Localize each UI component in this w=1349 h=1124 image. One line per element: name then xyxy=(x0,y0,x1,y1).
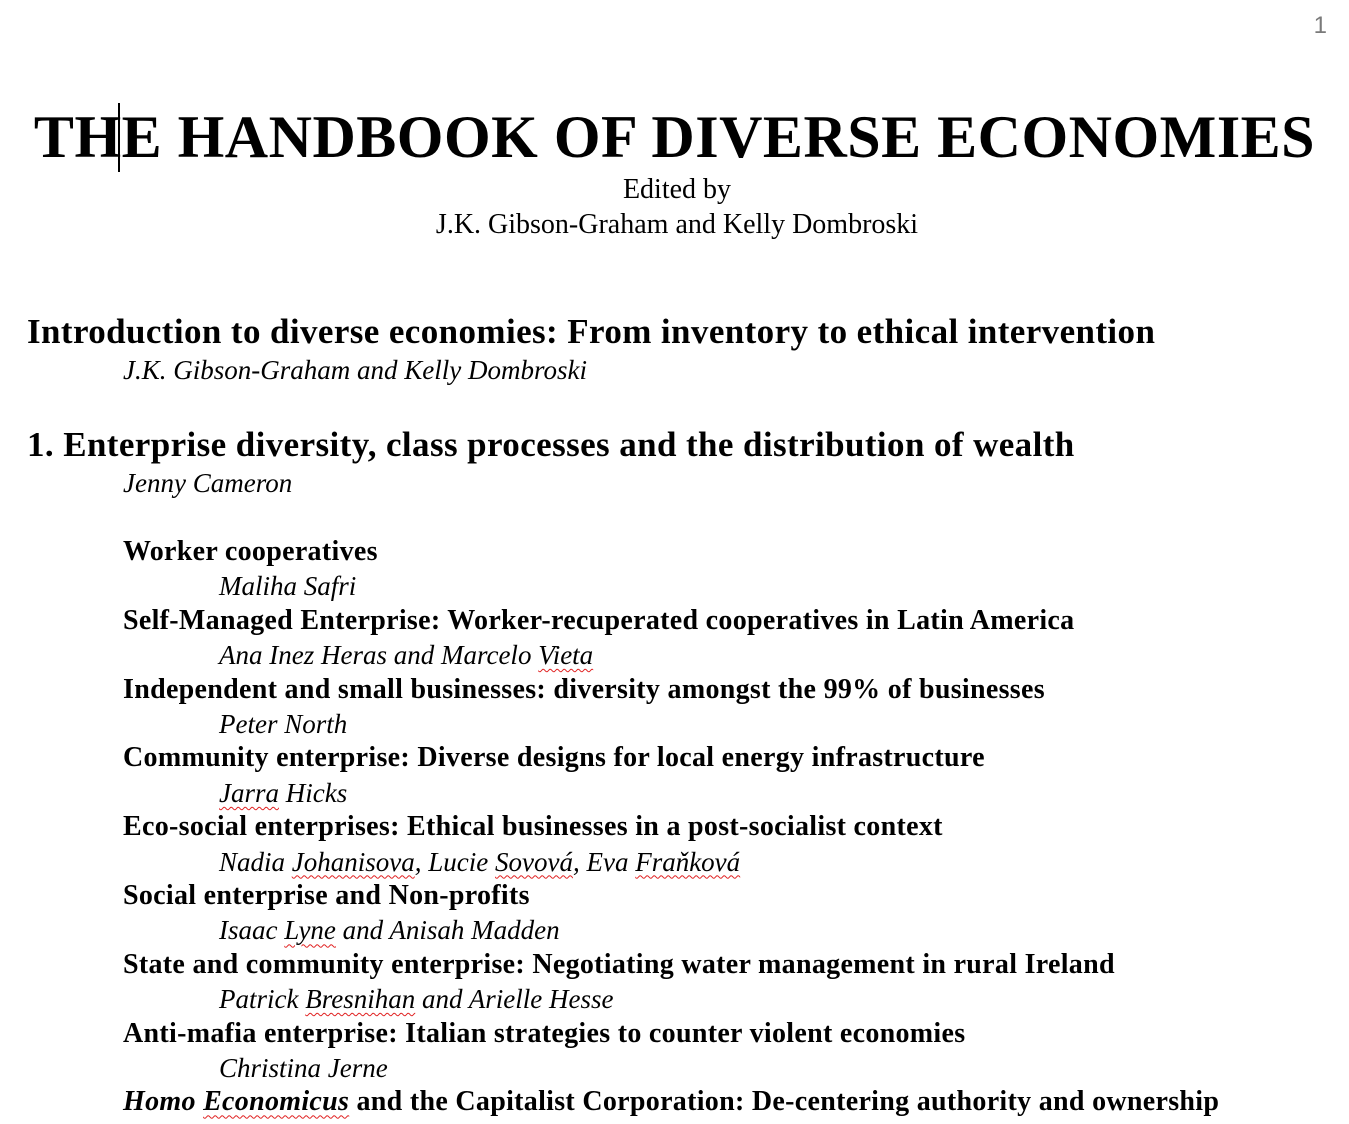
text-segment: Independent and small businesses: diversity amongst the 99% of businesses xyxy=(123,673,1045,705)
chapter-title xyxy=(123,1016,965,1052)
text-segment: and the Capitalist Corporation: De-centering authority and ownership xyxy=(349,1086,1220,1118)
text-segment: Christina Jerne xyxy=(219,1053,388,1083)
chapter-title xyxy=(123,809,943,845)
text-segment: , Lucie xyxy=(414,846,495,877)
editors: J.K. Gibson-Graham and Kelly Dombroski xyxy=(435,209,919,240)
text-segment: Community enterprise: Diverse designs for local energy infrastructure xyxy=(123,742,985,774)
chapter-authors xyxy=(219,1050,388,1086)
text-segment: Jenny Cameron xyxy=(123,468,293,498)
chapter-authors xyxy=(219,844,740,880)
section-1-heading: 1. Enterprise diversity, class processes and the distribution of wealth xyxy=(27,425,1075,464)
text-segment: , Eva xyxy=(572,846,636,877)
text-segment: Worker cooperatives xyxy=(123,536,378,567)
chapter-title xyxy=(123,603,1074,639)
chapter-authors xyxy=(219,706,347,742)
misspelled-word[interactable]: Bresnihan xyxy=(305,984,416,1015)
chapter-title xyxy=(123,947,1115,983)
chapter-authors xyxy=(219,775,347,811)
text-segment: Nadia xyxy=(219,846,292,877)
chapter-title xyxy=(123,878,530,914)
text-segment: Social enterprise and Non-profits xyxy=(123,880,530,911)
misspelled-word[interactable]: Jarra xyxy=(219,777,279,808)
text-segment: J.K. Gibson-Graham and Kelly Dombroski xyxy=(123,355,587,385)
text-segment: Maliha Safri xyxy=(219,571,357,602)
intro-authors xyxy=(123,352,587,388)
text-segment: Patrick xyxy=(219,984,306,1015)
text-segment: Anti-mafia enterprise: Italian strategies to counter violent economies xyxy=(123,1017,966,1049)
chapter-authors xyxy=(219,637,593,673)
text-segment: Homo xyxy=(123,1086,204,1118)
misspelled-word[interactable]: Vieta xyxy=(538,640,594,671)
edited-by: Edited by xyxy=(622,174,732,205)
page-number: 1 xyxy=(1313,12,1327,39)
misspelled-word[interactable]: Economicus xyxy=(203,1086,350,1118)
chapter-title xyxy=(123,1084,1219,1120)
text-segment: Peter North xyxy=(219,709,348,739)
misspelled-word[interactable]: Fraňková xyxy=(635,846,741,877)
misspelled-word[interactable]: Sovová xyxy=(495,846,573,877)
text-segment: Isaac xyxy=(219,915,285,946)
chapter-title xyxy=(123,672,1045,708)
intro-heading: Introduction to diverse economies: From inventory to ethical intervention xyxy=(27,312,1156,351)
document-title[interactable]: THE HANDBOOK OF DIVERSE ECONOMIES xyxy=(33,104,1316,170)
text-segment: Eco-social enterprises: Ethical businesses in a post-socialist context xyxy=(123,811,943,843)
text-segment: Hicks xyxy=(279,777,348,808)
text-segment: Self-Managed Enterprise: Worker-recuperated cooperatives in Latin America xyxy=(123,604,1075,636)
misspelled-word[interactable]: Johanisova xyxy=(291,846,415,877)
text-segment: and Arielle Hesse xyxy=(415,984,614,1015)
text-segment: Ana Inez Heras and Marcelo xyxy=(219,640,539,671)
chapter-title xyxy=(123,534,378,570)
misspelled-word[interactable]: Lyne xyxy=(284,915,336,946)
text-segment: State and community enterprise: Negotiating water management in rural Ireland xyxy=(123,948,1115,980)
chapter-authors xyxy=(219,912,560,948)
text-segment: and Anisah Madden xyxy=(335,915,560,946)
chapter-authors xyxy=(219,981,613,1017)
chapter-authors xyxy=(219,568,356,604)
chapter-title xyxy=(123,740,985,776)
section-1-authors xyxy=(123,465,292,501)
